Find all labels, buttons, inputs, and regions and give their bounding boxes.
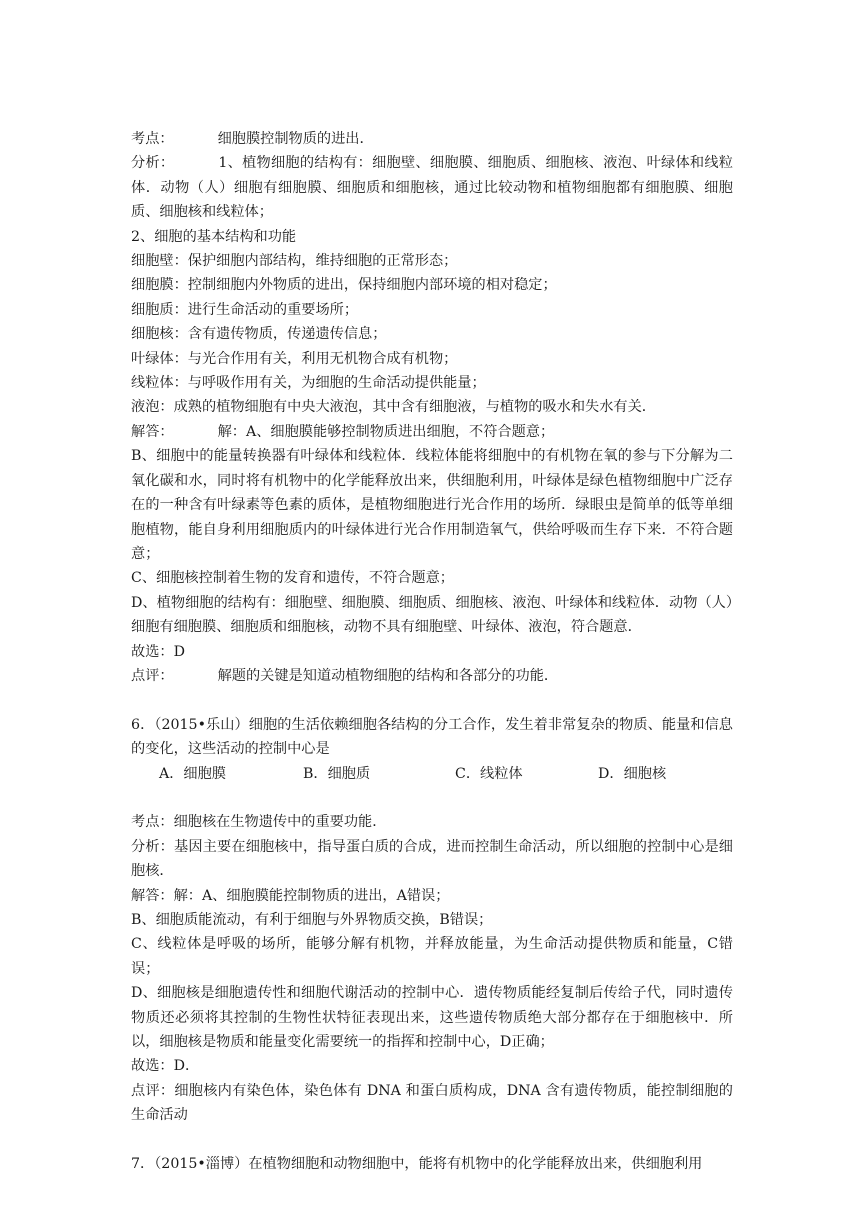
- q6-jieda-b: B、细胞质能流动，有利于细胞与外界物质交换，B错误；: [131, 911, 493, 928]
- q5-fenxi-line2: 2、细胞的基本结构和功能: [131, 228, 297, 245]
- q5-function-cell-wall: 细胞壁：保护细胞内部结构，维持细胞的正常形态；: [131, 253, 458, 270]
- q5-kaodian: [131, 127, 733, 151]
- q5-jieda-a: 解：A、细胞膜能够控制物质进出细胞，不符合题意；: [217, 423, 555, 440]
- q6-option-a: A．细胞膜: [159, 765, 226, 782]
- spacer: [131, 688, 733, 712]
- q5-fenxi-label: 分析：: [131, 155, 175, 172]
- q5-jieda-d: D、植物细胞的结构有：细胞壁、细胞膜、细胞质、细胞核、液泡、叶绿体和线粒体．动物（人）细胞有细胞膜、细胞质和细胞核，动物不具有细胞壁、叶绿体、液泡，符合题意．: [131, 594, 733, 636]
- q6-option-b: B．细胞质: [303, 765, 371, 782]
- q5-dianping-text: 解题的关键是知道动植物细胞的结构和各部分的功能．: [217, 667, 559, 684]
- q5-kaodian-label: 考点：: [131, 131, 174, 147]
- q6-fenxi: 分析：基因主要在细胞核中，指导蛋白质的合成，进而控制生命活动，所以细胞的控制中心是细胞核．: [131, 838, 733, 880]
- q5-guxuan: 故选：D: [131, 643, 185, 660]
- q5-jieda-b: B、细胞中的能量转换器有叶绿体和线粒体．线粒体能将细胞中的有机物在氧的参与下分解为二氧化碳和水，同时将有机物中的化学能释放出来，供细胞利用，叶绿体是绿色植物细胞中广泛存在的一种含有叶绿素等色素的质体，是植物细胞进行光合作用的场所．绿眼虫是简单的低等单细胞植物，能自身利用细胞质内的叶绿体进行光合作用制造氧气，供给呼吸而生存下来．不符合题意；: [131, 448, 733, 562]
- document-page: [131, 127, 733, 1176]
- q6-guxuan: 故选：D．: [131, 1058, 200, 1075]
- q6-options: [131, 762, 733, 786]
- q6-question: 6．（2015•乐山）细胞的生活依赖细胞各结构的分工合作，发生着非常复杂的物质、能量和信息的变化，这些活动的控制中心是: [131, 716, 733, 758]
- q5-function-nucleus: 细胞核：含有遗传物质，传递遗传信息；: [131, 326, 387, 343]
- q6-dianping: 点评：细胞核内有染色体，染色体有 DNA 和蛋白质构成，DNA 含有遗传物质，能控制细胞的生命活动: [131, 1082, 733, 1124]
- q5-function-chloroplast: 叶绿体：与光合作用有关，利用无机物合成有机物；: [131, 350, 458, 367]
- q5-dianping: [131, 664, 733, 688]
- q5-fenxi-line1: 1、植物细胞的结构有：细胞壁、细胞膜、细胞质、细胞核、液泡、叶绿体和线粒体．动物（人）细胞有细胞膜、细胞质和细胞核，通过比较动物和植物细胞都有细胞膜、细胞质、细胞核和线粒体；: [131, 155, 733, 221]
- q6-option-d: D．细胞核: [598, 765, 667, 782]
- spacer: [131, 1128, 733, 1152]
- q6-jieda-a: 解答：解：A、细胞膜能控制物质的进出，A错误；: [131, 887, 450, 904]
- q5-function-cell-membrane: 细胞膜：控制细胞内外物质的进出，保持细胞内部环境的相对稳定；: [131, 277, 557, 294]
- q6-option-c: C．线粒体: [455, 765, 523, 782]
- q6-kaodian: 考点：细胞核在生物遗传中的重要功能．: [131, 814, 387, 831]
- q7-question: 7．（2015•淄博）在植物细胞和动物细胞中，能将有机物中的化学能释放出来，供细胞利用: [131, 1156, 703, 1173]
- q6-jieda-c: C、线粒体是呼吸的场所，能够分解有机物，并释放能量，为生命活动提供物质和能量，C错误；: [131, 936, 733, 977]
- q5-function-vacuole: 液泡：成熟的植物细胞有中央大液泡，其中含有细胞液，与植物的吸水和失水有关．: [131, 399, 656, 416]
- q5-jieda-c: C、细胞核控制着生物的发育和遗传，不符合题意；: [131, 570, 454, 587]
- q5-fenxi: [131, 151, 733, 224]
- q5-jieda-label: 解答：: [131, 423, 174, 440]
- q5-kaodian-text: 细胞膜控制物质的进出．: [217, 131, 374, 147]
- q5-jieda: [131, 420, 733, 444]
- q5-function-mitochondria: 线粒体：与呼吸作用有关，为细胞的生命活动提供能量；: [131, 375, 486, 392]
- spacer: [131, 786, 733, 810]
- q5-dianping-label: 点评：: [131, 667, 174, 684]
- q5-function-cytoplasm: 细胞质：进行生命活动的重要场所；: [131, 301, 359, 318]
- q6-jieda-d: D、细胞核是细胞遗传性和细胞代谢活动的控制中心．遗传物质能经复制后传给子代，同时遗传物质还必须将其控制的生物性状特征表现出来，这些遗传物质绝大部分都存在于细胞核中．所以，细胞核是物质和能量变化需要统一的指挥和控制中心，D正确；: [131, 985, 733, 1050]
